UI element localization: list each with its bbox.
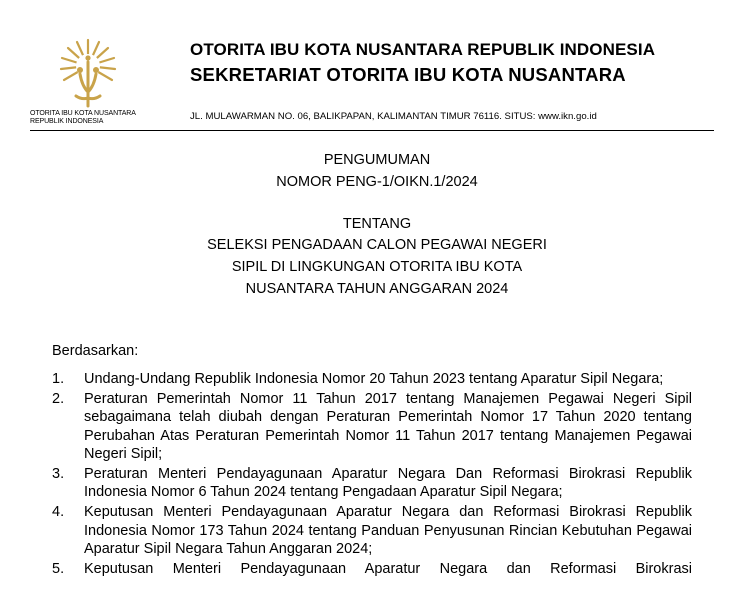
list-item-text: Keputusan Menteri Pendayagunaan Aparatur Negara dan Reformasi Birokrasi [84,561,692,578]
subject-line: SIPIL DI LINGKUNGAN OTORITA IBU KOTA [231,259,523,275]
list-item [52,465,692,501]
secretariat-name: SEKRETARIAT OTORITA IBU KOTA NUSANTARA [190,64,626,85]
list-item-text: Keputusan Menteri Pendayagunaan Aparatur Negara dan Reformasi Birokrasi Republik Indonesia Nomor 173 Tahun 2024 tentang Panduan Penyusunan Rincian Kebutuhan Pegawai Aparatur Sipil Negara Tahun Anggaran 2024; [84,504,692,557]
intro-text: Berdasarkan: [52,343,139,359]
list-item-number: 5. [52,561,65,578]
about-label: TENTANG [342,216,412,232]
list-item-text: Peraturan Pemerintah Nomor 11 Tahun 2017 tentang Manajemen Pegawai Negeri Sipil sebagaimana telah diubah dengan Peraturan Pemerintah Nomor 17 Tahun 2020 tentang Perubahan Atas Peraturan Pemerintah Nomor 11 Tahun 2017 tentang Manajemen Pegawai Negeri Sipil; [84,391,692,462]
list-item [52,370,692,388]
subject-line: NUSANTARA TAHUN ANGGARAN 2024 [245,281,509,297]
subject-line: SELEKSI PENGADAAN CALON PEGAWAI NEGERI [207,237,547,253]
list-item [52,560,692,578]
list-item-number: 2. [52,391,65,408]
announcement-label: PENGUMUMAN [323,152,431,168]
list-item-number: 4. [52,504,65,521]
address-line: JL. MULAWARMAN NO. 06, BALIKPAPAN, KALIMANTAN TIMUR 76116. SITUS: www.ikn.go.id [190,111,597,122]
legal-basis-list [52,370,692,580]
announcement-number: NOMOR PENG-1/OIKN.1/2024 [276,174,478,190]
list-item-text: Undang-Undang Republik Indonesia Nomor 20 Tahun 2023 tentang Aparatur Sipil Negara; [84,371,664,387]
logo-caption: OTORITA IBU KOTA NUSANTARA REPUBLIK INDONESIA [30,110,136,125]
list-item [52,390,692,463]
header-divider [30,130,714,131]
list-item-text: Peraturan Menteri Pendayagunaan Aparatur Negara Dan Reformasi Birokrasi Republik Indonesia Nomor 6 Tahun 2024 tentang Pengadaan Aparatur Sipil Negara; [84,466,692,501]
list-item [52,503,692,558]
list-item-number: 3. [52,466,65,483]
ikn-logo-icon [58,36,118,110]
organization-name: OTORITA IBU KOTA NUSANTARA REPUBLIK INDONESIA [190,40,656,59]
list-item-number: 1. [52,371,65,387]
